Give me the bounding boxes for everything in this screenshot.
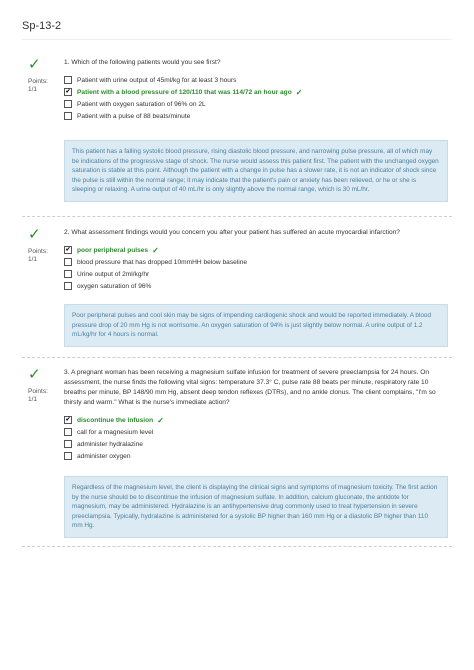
correct-check-icon: ✓ (28, 366, 41, 383)
option-label: Patient with oxygen saturation of 96% on 2L (77, 100, 206, 108)
question-divider (22, 216, 452, 217)
checkbox[interactable] (64, 258, 72, 266)
checkbox[interactable] (64, 282, 72, 290)
option[interactable] (64, 98, 448, 110)
options-list (64, 74, 448, 122)
checkbox[interactable] (64, 76, 72, 84)
option[interactable] (64, 110, 448, 122)
checkbox[interactable] (64, 428, 72, 436)
option-selected[interactable] (64, 86, 448, 98)
option[interactable] (64, 438, 448, 450)
question-text: 2. What assessment findings would you concern you after your patient has suffered an acute myocardial infarction? (64, 229, 400, 236)
option-label: Urine output of 2ml/kg/hr (77, 270, 150, 278)
option-label: Patient with urine output of 45ml/kg for at least 3 hours (77, 76, 237, 84)
question-divider (22, 357, 452, 358)
option[interactable] (64, 256, 448, 268)
explanation-box: This patient has a falling systolic blood pressure, rising diastolic blood pressure, and narrowing pulse pressure, all of which may be indications of the progressive stage of shock. The nurse would assess this patient first. The patient with the unchanged oxygen saturation is stable at this point. Although the patient with a change in pulse has a slower rate, it is not an indicator of shock since the pulse is still within the normal range; it may indicate that the patient's pain or anxiety has been relieved, or he or she is sleeping or relaxing. A urine output of 40 mL/hr is only slightly above the normal range, which is 30 mL/hr. (64, 140, 448, 202)
correct-check-icon: ✓ (152, 245, 159, 255)
question-body (64, 368, 448, 538)
option-label: call for a magnesium level (77, 428, 154, 436)
question-body (64, 58, 448, 202)
option-label: Patient with a pulse of 88 beats/minute (77, 112, 191, 120)
explanation-box: Regardless of the magnesium level, the client is displaying the clinical signs and symptoms of magnesium toxicity. The first action by the nurse should be to discontinue the infusion of magnesium sulfate. In addition, calcium gluconate, the antidote for magnesium, may be administered. Hydralazine is an antihypertensive drug commonly used to treat hypertension in severe preeclampsia. Typically, hydralazine is administered for a systolic BP higher than 160 mm Hg or a diastolic BP higher than 110 mm Hg. (64, 476, 448, 538)
option[interactable] (64, 74, 448, 86)
score-panel (28, 368, 64, 403)
option[interactable] (64, 268, 448, 280)
correct-check-icon: ✓ (157, 415, 164, 425)
option[interactable] (64, 426, 448, 438)
question-text: 3. A pregnant woman has been receiving a magnesium sulfate infusion for treatment of severe preeclampsia for 24 hours. On assessment, the nurse finds the following vital signs: temperature 37.3° C, pulse rate 88 beats per minute, respiratory rate 10 breaths per minute, BP 148/90 mm Hg, absent deep tendon reflexes (DTRs), and no ankle clonus. The client complains, "I'm so thirsty and warm." What is the nurse's immediate action? (64, 369, 436, 406)
points-label: Points: (28, 78, 48, 85)
options-list (64, 414, 448, 462)
correct-check-icon: ✓ (295, 87, 303, 97)
explanation-box: Poor peripheral pulses and cool skin may be signs of impending cardiogenic shock and would be reported immediately. A blood pressure drop of 20 mm Hg is not worrisome. An oxygen saturation of 94% is just slightly below normal. A urine output of 1.2 mL/kg/hr for 4 hours is normal. (64, 304, 448, 347)
checkbox-checked[interactable]: ✔ (65, 417, 71, 423)
score-panel (28, 228, 64, 263)
score-panel (28, 58, 64, 93)
option-label: oxygen saturation of 96% (77, 282, 152, 290)
option-selected[interactable] (64, 414, 448, 426)
points-value: 1/1 (28, 396, 38, 403)
points-label: Points: (28, 248, 48, 255)
option-label: administer hydralazine (77, 440, 143, 448)
checkbox-checked[interactable]: ✔ (65, 247, 71, 253)
option[interactable] (64, 280, 448, 292)
option-label: Patient with a blood pressure of 120/110 that was 114/72 an hour ago (77, 88, 292, 96)
question-divider (22, 546, 452, 547)
checkbox[interactable] (64, 100, 72, 108)
question-text: 1. Which of the following patients would you see first? (64, 59, 221, 66)
points-value: 1/1 (28, 86, 38, 93)
question-body (64, 228, 448, 347)
checkbox[interactable] (64, 270, 72, 278)
option-selected[interactable] (64, 244, 448, 256)
title-divider (22, 39, 452, 40)
document-title: Sp-13-2 (22, 20, 62, 32)
option[interactable] (64, 450, 448, 462)
correct-check-icon: ✓ (28, 56, 41, 73)
option-label: discontinue the infusion (77, 416, 154, 424)
option-label: blood pressure that has dropped 10mmHH below baseline (77, 258, 248, 266)
checkbox[interactable] (64, 112, 72, 120)
checkbox-checked[interactable]: ✔ (65, 89, 71, 95)
checkbox[interactable] (64, 440, 72, 448)
correct-check-icon: ✓ (28, 226, 41, 243)
points-value: 1/1 (28, 256, 38, 263)
option-label: poor peripheral pulses (77, 246, 149, 254)
options-list (64, 244, 448, 292)
points-label: Points: (28, 388, 48, 395)
option-label: administer oxygen (77, 452, 131, 460)
checkbox[interactable] (64, 452, 72, 460)
